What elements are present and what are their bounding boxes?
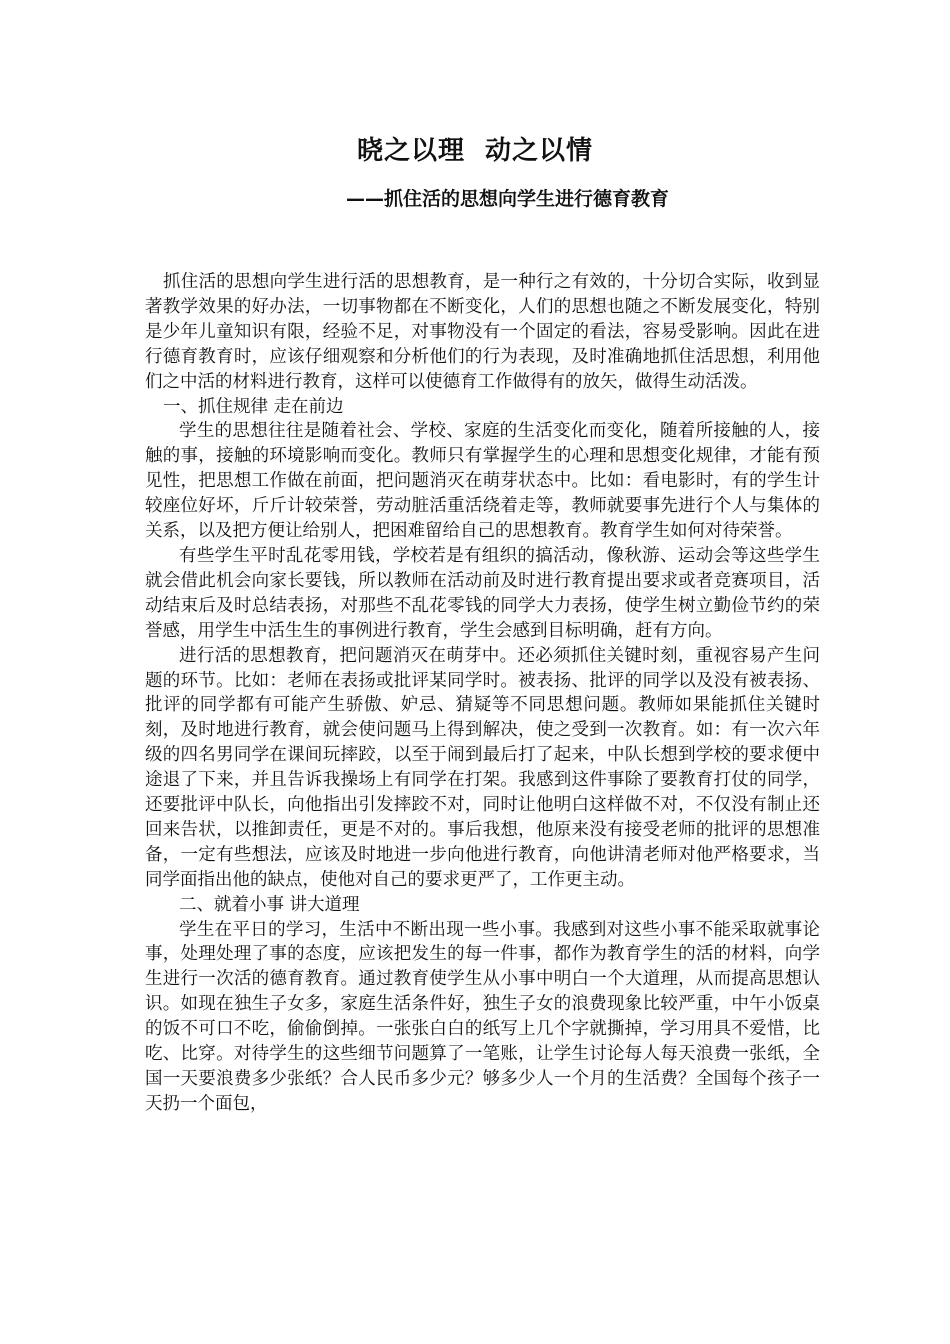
paragraph: 学生的思想往往是随着社会、学校、家庭的生活变化而变化，随着所接触的人，接触的事，接触的环境影响而变化。教师只有掌握学生的心理和思想变化规律，才能有预见性，把思想工作做在前面，把问题消灭在萌芽状态中。比如：看电影时，有的学生计较座位好坏，斤斤计较荣誉，劳动脏活重活绕着走等，教师就要事先进行个人与集体的关系，以及把方便让给别人，把困难留给自己的思想教育。教育学生如何对待荣誉。 <box>145 421 820 542</box>
section-heading-2: 二、就着小事 讲大道理 <box>179 894 360 915</box>
section-heading-1: 一、抓住规律 走在前边 <box>163 396 344 417</box>
paragraph: 有些学生平时乱花零用钱，学校若是有组织的搞活动，像秋游、运动会等这些学生就会借此机会向家长要钱，所以教师在活动前及时进行教育提出要求或者竞赛项目，活动结束后及时总结表扬，对那些不乱花零钱的同学大力表扬，使学生树立勤俭节约的荣誉感，用学生中活生生的事例进行教育，学生会感到目标明确，赶有方向。 <box>145 545 820 641</box>
document-title: 晓之以理 动之以情 <box>356 136 594 166</box>
document-subtitle: ——抓住活的思想向学生进行德育教育 <box>346 188 670 210</box>
paragraph: 学生在平日的学习，生活中不断出现一些小事。我感到对这些小事不能采取就事论事，处理处理了事的态度，应该把发生的每一件事，都作为教育学生的活的材料，向学生进行一次活的德育教育。通过教育使学生从小事中明白一个大道理，从而提高思想认识。如现在独生子女多，家庭生活条件好，独生子女的浪费现象比较严重，中午小饭桌的饭不可口不吃，偷偷倒掉。一张张白白的纸写上几个字就撕掉，学习用具不爱惜，比吃、比穿。对待学生的这些细节问题算了一笔账，让学生讨论每人每天浪费一张纸，全国一天要浪费多少张纸？合人民币多少元？够多少人一个月的生活费？全国每个孩子一天扔一个面包， <box>145 919 820 1114</box>
paragraph-intro: 抓住活的思想向学生进行活的思想教育，是一种行之有效的，十分切合实际，收到显著教学效果的好办法，一切事物都在不断变化，人们的思想也随之不断发展变化，特别是少年儿童知识有限，经验不足，对事物没有一个固定的看法，容易受影响。因此在进行德育教育时，应该仔细观察和分析他们的行为表现，及时准确地抓住活思想，利用他们之中活的材料进行教育，这样可以使德育工作做得有的放矢，做得生动活泼。 <box>145 272 820 392</box>
paragraph: 进行活的思想教育，把问题消灭在萌芽中。还必须抓住关键时刻，重视容易产生问题的环节。比如：老师在表扬或批评某同学时。被表扬、批评的同学以及没有被表扬、批评的同学都有可能产生骄傲、妒忌、猜疑等不同思想问题。教师如果能抓住关键时刻，及时地进行教育，就会使问题马上得到解决，使之受到一次教育。如：有一次六年级的四名男同学在课间玩摔跤，以至于闹到最后打了起来，中队长想到学校的要求便中途退了下来，并且告诉我操场上有同学在打架。我感到这件事除了要教育打仗的同学，还要批评中队长，向他指出引发摔跤不对，同时让他明白这样做不对，不仅没有制止还回来告状，以推卸责任，更是不对的。事后我想，他原来没有接受老师的批评的思想准备，一定有些想法，应该及时地进一步向他进行教育，向他讲清老师对他严格要求，当同学面指出他的缺点，使他对自己的要求更严了，工作更主动。 <box>145 645 820 890</box>
document-body <box>145 270 820 1117</box>
